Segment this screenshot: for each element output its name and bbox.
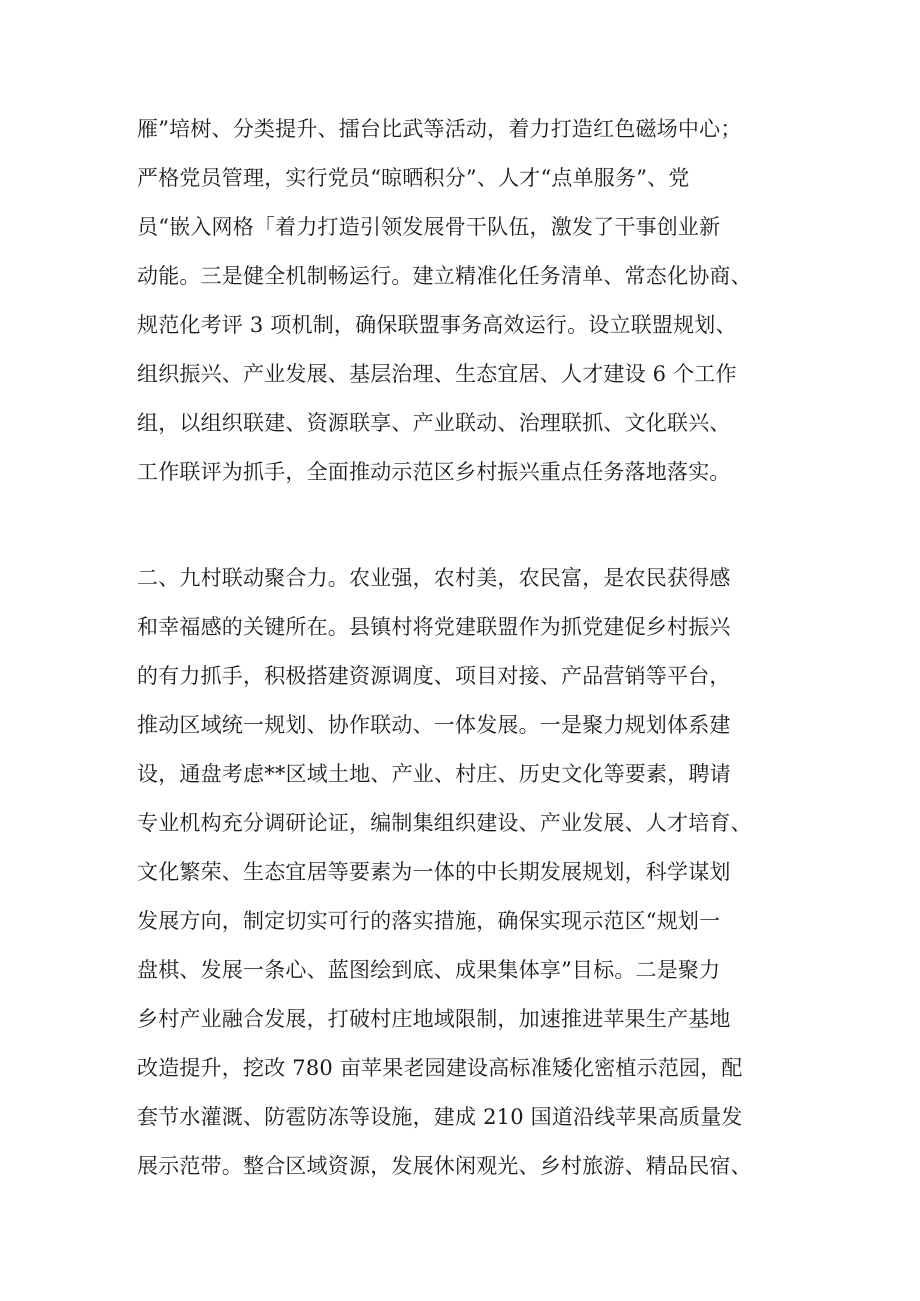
paragraph-2-line-2: 和幸福感的关键所在。县镇村将党建联盟作为抓党建促乡村振兴 [137,615,731,639]
paragraph-1-line-5: 规范化考评 3 项机制，确保联盟事务高效运行。设立联盟规划、 [137,313,737,337]
paragraph-2-line-6: 专业机构充分调研论证，编制集组织建设、产业发展、人才培育、 [137,811,752,835]
paragraph-2-line-3: 的有力抓手，积极搭建资源调度、项目对接、产品营销等平台， [137,664,731,688]
paragraph-2-line-12: 套节水灌溉、防雹防冻等设施，建成 210 国道沿线苹果高质量发 [137,1105,743,1129]
paragraph-2-line-8: 发展方向，制定切实可行的落实措施，确保实现示范区“规划一 [137,909,721,933]
paragraph-2-line-7: 文化繁荣、生态宜居等要素为一体的中长期发展规划，科学谋划 [137,860,731,884]
paragraph-1-line-2: 严格党员管理，实行党员“晾晒积分”、人才“点单服务”、党 [137,166,690,190]
paragraph-2-line-4: 推动区域统一规划、协作联动、一体发展。一是聚力规划体系建 [137,713,731,737]
paragraph-2-line-9: 盘棋、发展一条心、蓝图绘到底、成果集体享”目标。二是聚力 [137,958,721,982]
paragraph-2-line-10: 乡村产业融合发展，打破村庄地域限制，加速推进苹果生产基地 [137,1007,731,1031]
paragraph-2-line-13: 展示范带。整合区域资源，发展休闲观光、乡村旅游、精品民宿、 [137,1154,752,1178]
paragraph-1-line-1: 雁”培树、分类提升、擂台比武等活动，着力打造红色磁场中心； [137,117,742,141]
paragraph-1-line-7: 组，以组织联建、资源联享、产业联动、治理联抓、文化联兴、 [137,411,731,435]
paragraph-2-line-1: 二、九村联动聚合力。农业强，农村美，农民富，是农民获得感 [137,566,731,590]
paragraph-1-line-4: 动能。三是健全机制畅运行。建立精准化任务清单、常态化协商、 [137,264,752,288]
paragraph-1-line-6: 组织振兴、产业发展、基层治理、生态宜居、人才建设 6 个工作 [137,362,737,386]
paragraph-1-line-8: 工作联评为抓手，全面推动示范区乡村振兴重点任务落地落实。 [137,460,731,484]
paragraph-1-line-3: 员“嵌入网格「着力打造引领发展骨干队伍，激发了干事创业新 [137,215,721,239]
paragraph-2-line-5: 设，通盘考虑**区域土地、产业、村庄、历史文化等要素，聘请 [137,762,731,786]
paragraph-2-line-11: 改造提升，挖改 780 亩苹果老园建设高标准矮化密植示范园，配 [137,1056,743,1080]
